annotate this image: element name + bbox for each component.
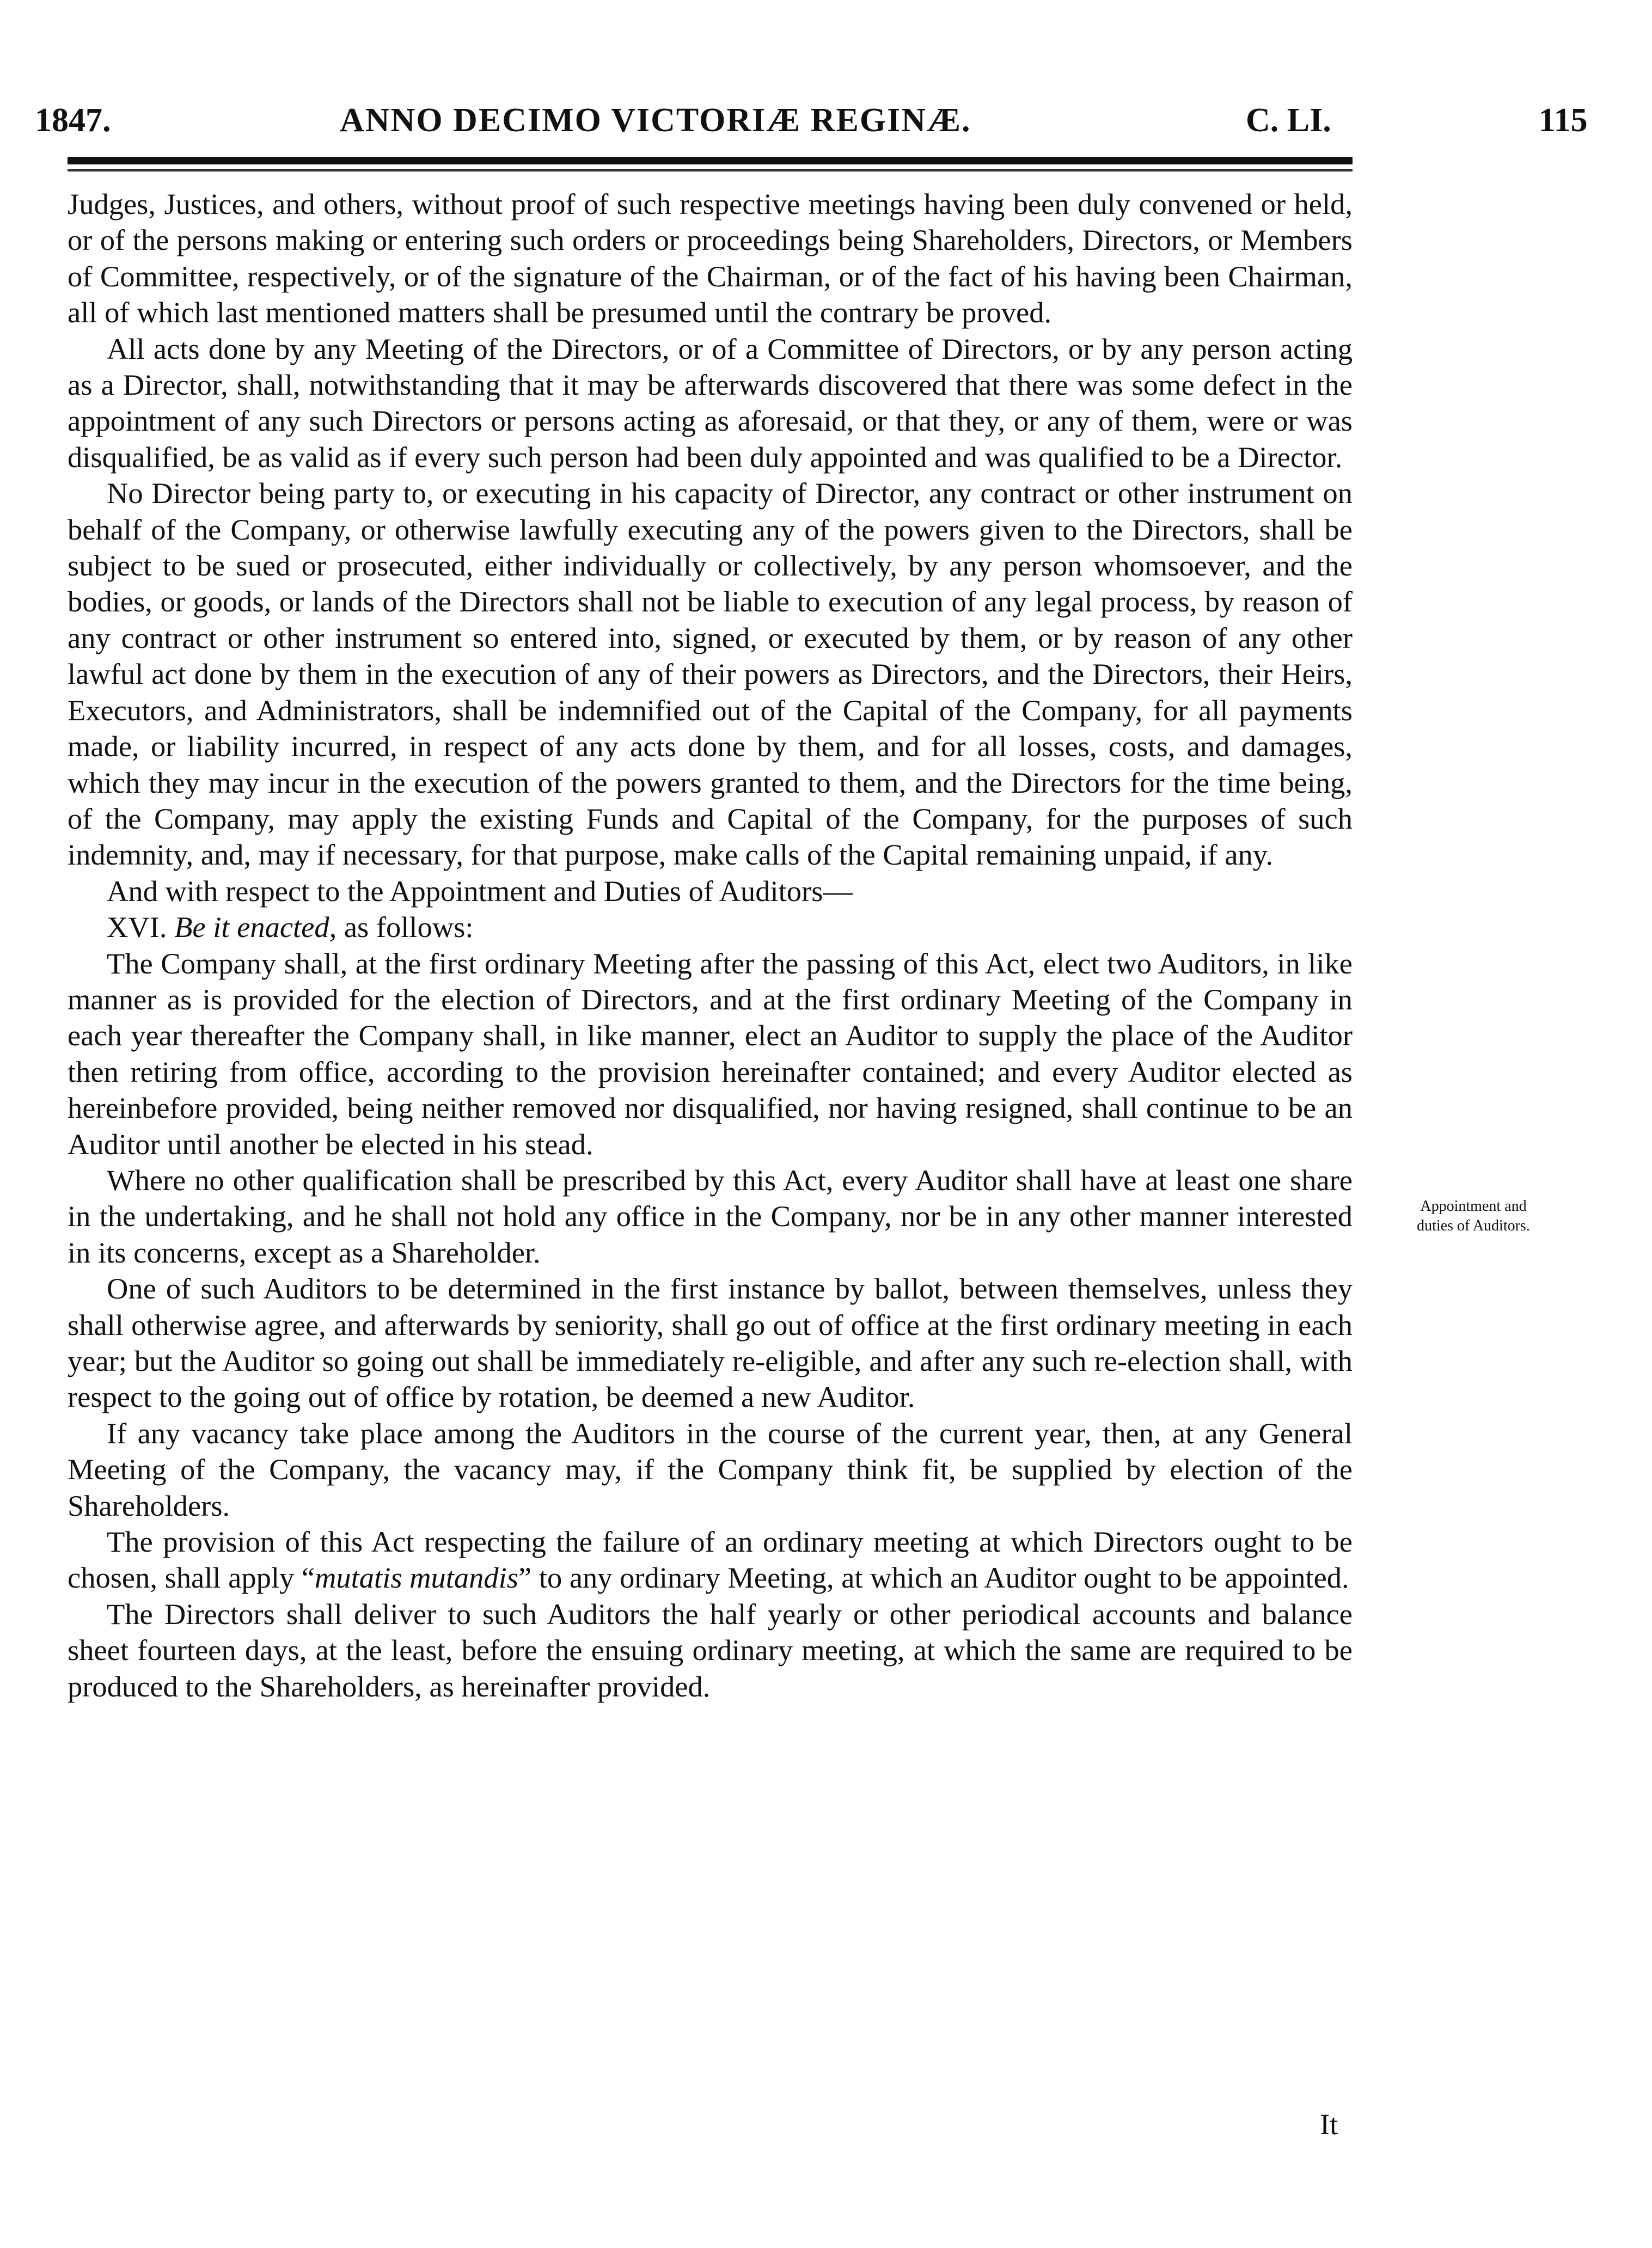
enacting-words: Be it enacted, [174, 910, 337, 944]
paragraph-auditor-rotation: One of such Auditors to be determined in the first instance by ballot, between themselves, unless they shall otherwise agree, and afterwards by seniority, shall go out of office at the first ordinary meeting in each year; but the Auditor so going out shall be immediately re-eligible, and after any such re-election shall, with respect to the going out of office by rotation, be deemed a new Auditor. [68, 1272, 1353, 1414]
page-number: 115 [1539, 102, 1588, 139]
header-title: ANNO DECIMO VICTORIÆ REGINÆ. [340, 102, 971, 139]
header-chapter: C. LI. [1246, 102, 1331, 139]
paragraph-director-indemnity: No Director being party to, or executing in his capacity of Director, any contract or other instrument on behalf of the Company, or otherwise lawfully executing any of the powers given to the Directors, shall be subject to be sued or prosecuted, either individually or collectively, by any person whomsoever, and the bodies, or goods, or lands of the Directors shall not be liable to execution of any legal process, by reason of any contract or other instrument so entered into, signed, or executed by them, or by reason of any other lawful act done by them in the execution of any of their powers as Directors, and the Directors, their Heirs, Executors, and Administrators, shall be indemnified out of the Capital of the Company, for all payments made, or liability incurred, in respect of any acts done by them, and for all losses, costs, and damages, which they may incur in the execution of the powers granted to them, and the Directors for the time being, of the Company, may apply the existing Funds and Capital of the Company, for the purposes of such indemnity, and, may if necessary, for that purpose, make calls of the Capital remaining unpaid, if any. [68, 476, 1353, 872]
section-number: XVI. [107, 910, 167, 944]
margin-note [1354, 1197, 1593, 1236]
paragraph-accounts-delivery: The Directors shall deliver to such Auditors the half yearly or other periodical accounts and balance sheet fourteen days, at the least, before the ensuing ordinary meeting, at which the same are required to be produced to the Shareholders, as hereinafter provided. [68, 1597, 1353, 1703]
paragraph-acts-valid: All acts done by any Meeting of the Directors, or of a Committee of Directors, or by any person acting as a Director, shall, notwithstanding that it may be afterwards discovered that there was some defect in the appointment of any such Directors or persons acting as aforesaid, or that they, or any of them, were or was disqualified, be as valid as if every such person had been duly appointed and was qualified to be a Director. [68, 332, 1353, 474]
latin-phrase: mutatis mutandis [315, 1561, 519, 1595]
header-year: 1847. [35, 102, 111, 139]
section-intro: And with respect to the Appointment and Duties of Auditors— [107, 874, 853, 908]
paragraph-elect-auditors: The Company shall, at the first ordinary Meeting after the passing of this Act, elect two Auditors, in like manner as is provided for the election of Directors, and at the first ordinary Meeting of the Company in each year thereafter the Company shall, in like manner, elect an Auditor to supply the place of the Auditor then retiring from office, according to the provision hereinafter contained; and every Auditor elected as hereinbefore provided, being neither removed nor disqualified, nor having resigned, shall continue to be an Auditor until another be elected in his stead. [68, 946, 1353, 1161]
margin-note-line-2: duties of Auditors. [1417, 1217, 1530, 1234]
catchword: It [1320, 2108, 1338, 2141]
margin-note-line-1: Appointment and [1420, 1198, 1527, 1215]
running-header [35, 101, 1592, 150]
paragraph-continuation: Judges, Justices, and others, without proof of such respective meetings having been duly convened or held, or of the persons making or entering such orders or proceedings being Shareholders, Directors, or Members of Committee, respectively, or of the signature of the Chairman, or of the fact of his having been Chairman, all of which last mentioned matters shall be presumed until the contrary be proved. [68, 187, 1353, 329]
section-heading [68, 909, 1353, 945]
paragraph-mutatis-mutandis: The provision of this Act respecting the failure of an ordinary meeting at which Directors ought to be chosen, shall apply “mutatis mutandis” to any ordinary Meeting, at which an Auditor ought to be appointed. [68, 1525, 1353, 1595]
paragraph-auditor-vacancy: If any vacancy take place among the Auditors in the course of the current year, then, at any General Meeting of the Company, the vacancy may, if the Company think fit, be supplied by election of the Shareholders. [68, 1416, 1353, 1522]
enacting-rest: as follows: [344, 910, 474, 944]
header-rule-thick [68, 157, 1353, 164]
statute-body [68, 186, 1353, 1705]
paragraph-auditor-qualification: Where no other qualification shall be prescribed by this Act, every Auditor shall have at least one share in the undertaking, and he shall not hold any office in the Company, nor be in any other manner interested in its concerns, except as a Shareholder. [68, 1163, 1353, 1269]
header-rule-thin [68, 169, 1353, 171]
